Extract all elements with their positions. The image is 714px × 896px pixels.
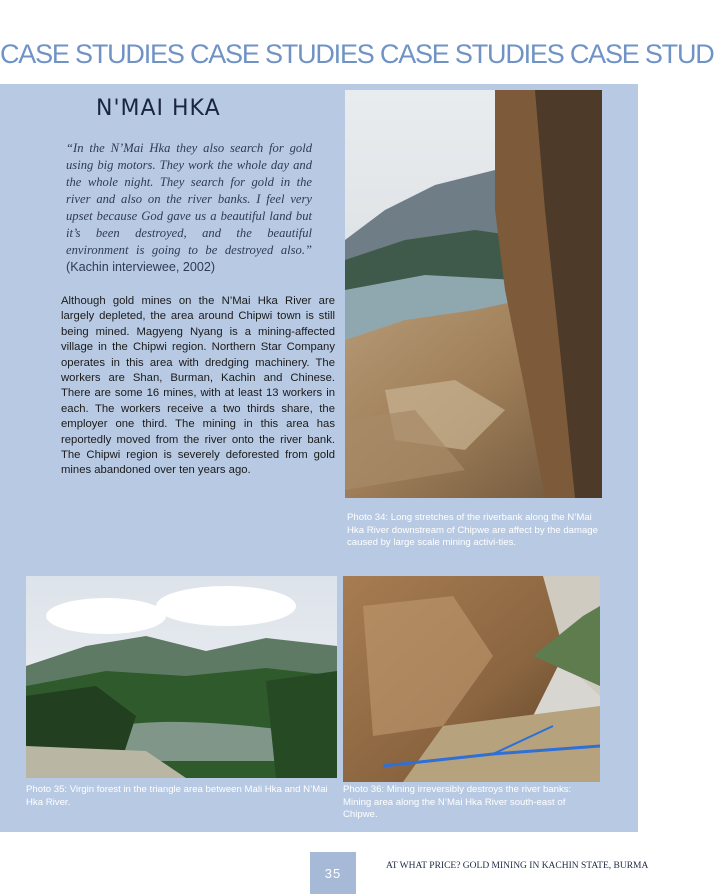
text-column <box>0 84 345 576</box>
photo-34-image <box>345 90 602 498</box>
photo-35-forest <box>26 576 337 778</box>
running-footer: AT WHAT PRICE? GOLD MINING IN KACHIN STATE, BURMA <box>386 861 649 871</box>
photo-36-caption: Photo 36: Mining irreversibly destroys the river banks: Mining area along the N’Mai Hka River south-east of Chipwe. <box>343 784 572 820</box>
body-paragraph: Although gold mines on the N’Mai Hka River are largely depleted, the area around Chipwi town is still being mined. Magyeng Nyang is a mining-affected village in the Chipwi region. Northern Star Company operates in this area with dredging machinery. The workers are Shan, Burman, Kachin and Chinese. There are some 16 mines, with at least 13 workers in each. The workers receive a two thirds share, the employer one third. The mining in this area has reportedly moved from the river onto the river bank. The Chipwi region is severely deforested from gold mines abandoned over ten years ago. <box>61 295 335 477</box>
photo-34-riverbank <box>345 90 602 498</box>
content-panel <box>0 84 638 832</box>
section-title: N'MAI HKA <box>96 96 221 121</box>
photo-34-caption: Photo 34: Long stretches of the riverbank along the N’Mai Hka River downstream of Chipwe are affect by the damage caused by large scale mining activi-ties. <box>347 512 598 548</box>
photo-35-caption: Photo 35: Virgin forest in the triangle area between Mali Hka and N’Mai Hka River. <box>26 784 328 808</box>
case-studies-banner: CASE STUDIES CASE STUDIES CASE STUDIES CASE STUD <box>0 39 714 69</box>
interview-quote <box>66 140 312 276</box>
quote-attribution: (Kachin interviewee, 2002) <box>66 260 216 274</box>
photo-36-mining <box>343 576 600 782</box>
photo-36-image <box>343 576 600 782</box>
page-number: 35 <box>310 852 356 894</box>
photo-35-image <box>26 576 337 778</box>
quote-text: “In the N’Mai Hka they also search for gold using big motors. They work the whole day and the whole night. They search for gold in the river and also on the river banks. I feel very upset because God gave us a beautiful land but it’s been destroyed, and the beautiful environment is going to be destroyed also.” <box>66 141 312 257</box>
